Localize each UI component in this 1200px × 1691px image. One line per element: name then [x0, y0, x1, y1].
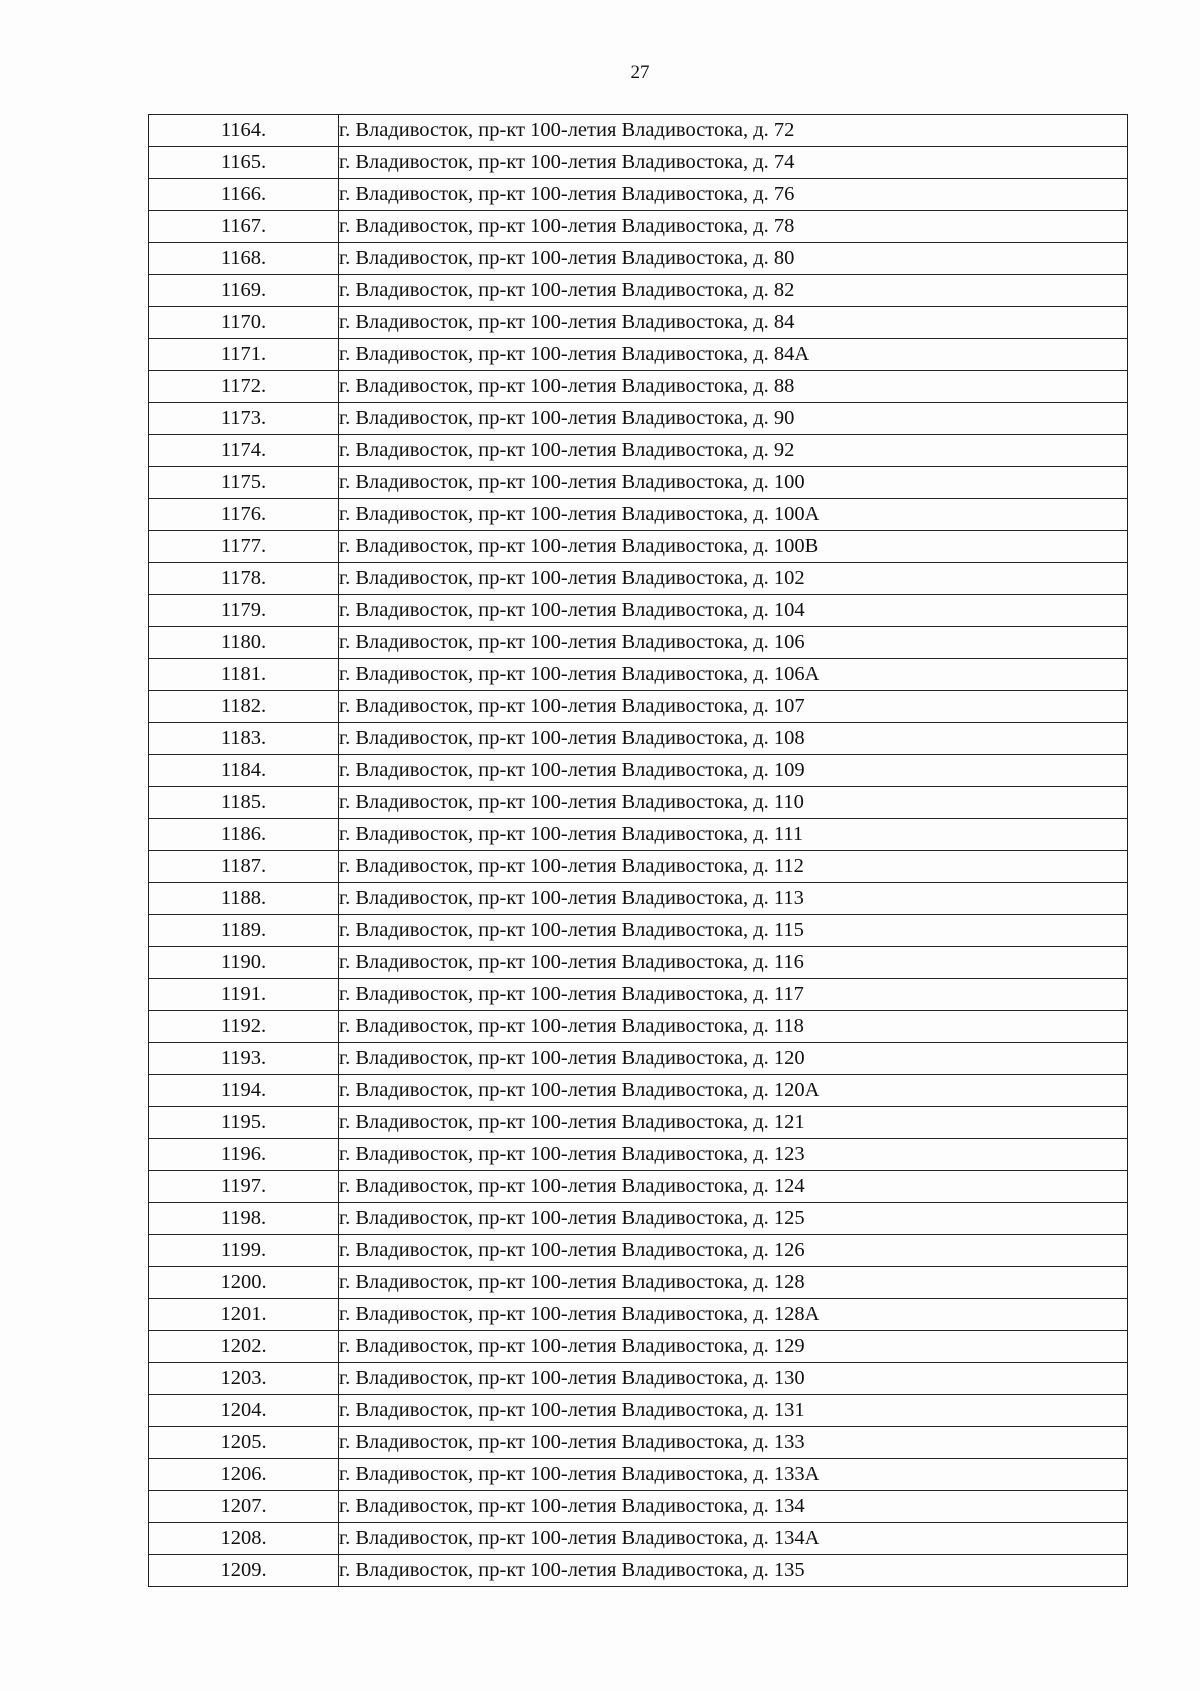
table-row — [149, 531, 1128, 563]
table-row — [149, 435, 1128, 467]
row-number: 1172. — [149, 371, 339, 403]
row-address: г. Владивосток, пр-кт 100-летия Владивостока, д. 120 — [339, 1043, 1128, 1075]
table-row — [149, 1299, 1128, 1331]
row-number: 1181. — [149, 659, 339, 691]
table-row — [149, 1395, 1128, 1427]
row-number: 1188. — [149, 883, 339, 915]
row-address: г. Владивосток, пр-кт 100-летия Владивостока, д. 106 — [339, 627, 1128, 659]
table-row — [149, 819, 1128, 851]
row-address: г. Владивосток, пр-кт 100-летия Владивостока, д. 76 — [339, 179, 1128, 211]
row-number: 1164. — [149, 115, 339, 147]
row-address: г. Владивосток, пр-кт 100-летия Владивостока, д. 118 — [339, 1011, 1128, 1043]
row-address: г. Владивосток, пр-кт 100-летия Владивостока, д. 110 — [339, 787, 1128, 819]
address-table — [148, 114, 1128, 1587]
table-row — [149, 1043, 1128, 1075]
row-address: г. Владивосток, пр-кт 100-летия Владивостока, д. 109 — [339, 755, 1128, 787]
table-row — [149, 371, 1128, 403]
row-number: 1171. — [149, 339, 339, 371]
row-number: 1192. — [149, 1011, 339, 1043]
row-number: 1191. — [149, 979, 339, 1011]
table-row — [149, 275, 1128, 307]
row-address: г. Владивосток, пр-кт 100-летия Владивостока, д. 121 — [339, 1107, 1128, 1139]
row-number: 1169. — [149, 275, 339, 307]
table-row — [149, 723, 1128, 755]
row-number: 1176. — [149, 499, 339, 531]
row-number: 1195. — [149, 1107, 339, 1139]
row-number: 1199. — [149, 1235, 339, 1267]
table-row — [149, 947, 1128, 979]
row-number: 1206. — [149, 1459, 339, 1491]
row-number: 1208. — [149, 1523, 339, 1555]
row-address: г. Владивосток, пр-кт 100-летия Владивостока, д. 133 — [339, 1427, 1128, 1459]
table-row — [149, 1075, 1128, 1107]
row-number: 1175. — [149, 467, 339, 499]
address-table-body — [149, 115, 1128, 1587]
table-row — [149, 467, 1128, 499]
row-number: 1202. — [149, 1331, 339, 1363]
row-address: г. Владивосток, пр-кт 100-летия Владивостока, д. 84 — [339, 307, 1128, 339]
row-address: г. Владивосток, пр-кт 100-летия Владивостока, д. 80 — [339, 243, 1128, 275]
row-number: 1178. — [149, 563, 339, 595]
row-number: 1209. — [149, 1555, 339, 1587]
row-address: г. Владивосток, пр-кт 100-летия Владивостока, д. 133А — [339, 1459, 1128, 1491]
table-row — [149, 211, 1128, 243]
table-row — [149, 403, 1128, 435]
table-row — [149, 1267, 1128, 1299]
row-number: 1187. — [149, 851, 339, 883]
table-row — [149, 339, 1128, 371]
row-address: г. Владивосток, пр-кт 100-летия Владивостока, д. 100А — [339, 499, 1128, 531]
row-number: 1194. — [149, 1075, 339, 1107]
row-address: г. Владивосток, пр-кт 100-летия Владивостока, д. 123 — [339, 1139, 1128, 1171]
table-row — [149, 563, 1128, 595]
row-number: 1204. — [149, 1395, 339, 1427]
row-address: г. Владивосток, пр-кт 100-летия Владивостока, д. 107 — [339, 691, 1128, 723]
row-number: 1207. — [149, 1491, 339, 1523]
row-address: г. Владивосток, пр-кт 100-летия Владивостока, д. 111 — [339, 819, 1128, 851]
table-row — [149, 627, 1128, 659]
table-row — [149, 883, 1128, 915]
row-number: 1189. — [149, 915, 339, 947]
row-address: г. Владивосток, пр-кт 100-летия Владивостока, д. 128А — [339, 1299, 1128, 1331]
row-address: г. Владивосток, пр-кт 100-летия Владивостока, д. 100В — [339, 531, 1128, 563]
row-number: 1166. — [149, 179, 339, 211]
row-number: 1196. — [149, 1139, 339, 1171]
row-number: 1193. — [149, 1043, 339, 1075]
row-number: 1186. — [149, 819, 339, 851]
row-address: г. Владивосток, пр-кт 100-летия Владивостока, д. 82 — [339, 275, 1128, 307]
row-address: г. Владивосток, пр-кт 100-летия Владивостока, д. 102 — [339, 563, 1128, 595]
table-row — [149, 307, 1128, 339]
row-address: г. Владивосток, пр-кт 100-летия Владивостока, д. 130 — [339, 1363, 1128, 1395]
table-row — [149, 915, 1128, 947]
table-row — [149, 1011, 1128, 1043]
row-address: г. Владивосток, пр-кт 100-летия Владивостока, д. 78 — [339, 211, 1128, 243]
row-address: г. Владивосток, пр-кт 100-летия Владивостока, д. 106А — [339, 659, 1128, 691]
row-address: г. Владивосток, пр-кт 100-летия Владивостока, д. 108 — [339, 723, 1128, 755]
row-address: г. Владивосток, пр-кт 100-летия Владивостока, д. 124 — [339, 1171, 1128, 1203]
row-address: г. Владивосток, пр-кт 100-летия Владивостока, д. 128 — [339, 1267, 1128, 1299]
table-row — [149, 659, 1128, 691]
table-row — [149, 243, 1128, 275]
row-number: 1170. — [149, 307, 339, 339]
row-address: г. Владивосток, пр-кт 100-летия Владивостока, д. 116 — [339, 947, 1128, 979]
table-row — [149, 499, 1128, 531]
table-row — [149, 755, 1128, 787]
row-number: 1167. — [149, 211, 339, 243]
table-row — [149, 1203, 1128, 1235]
row-address: г. Владивосток, пр-кт 100-летия Владивостока, д. 129 — [339, 1331, 1128, 1363]
row-number: 1168. — [149, 243, 339, 275]
row-address: г. Владивосток, пр-кт 100-летия Владивостока, д. 104 — [339, 595, 1128, 627]
row-address: г. Владивосток, пр-кт 100-летия Владивостока, д. 74 — [339, 147, 1128, 179]
row-address: г. Владивосток, пр-кт 100-летия Владивостока, д. 90 — [339, 403, 1128, 435]
row-number: 1200. — [149, 1267, 339, 1299]
row-address: г. Владивосток, пр-кт 100-летия Владивостока, д. 134 — [339, 1491, 1128, 1523]
table-row — [149, 179, 1128, 211]
table-row — [149, 1363, 1128, 1395]
row-address: г. Владивосток, пр-кт 100-летия Владивостока, д. 126 — [339, 1235, 1128, 1267]
row-number: 1174. — [149, 435, 339, 467]
table-row — [149, 1555, 1128, 1587]
row-address: г. Владивосток, пр-кт 100-летия Владивостока, д. 113 — [339, 883, 1128, 915]
row-number: 1177. — [149, 531, 339, 563]
row-number: 1201. — [149, 1299, 339, 1331]
row-number: 1205. — [149, 1427, 339, 1459]
row-address: г. Владивосток, пр-кт 100-летия Владивостока, д. 135 — [339, 1555, 1128, 1587]
table-row — [149, 851, 1128, 883]
row-number: 1185. — [149, 787, 339, 819]
table-row — [149, 1523, 1128, 1555]
row-address: г. Владивосток, пр-кт 100-летия Владивостока, д. 115 — [339, 915, 1128, 947]
row-number: 1183. — [149, 723, 339, 755]
table-row — [149, 115, 1128, 147]
table-row — [149, 691, 1128, 723]
row-address: г. Владивосток, пр-кт 100-летия Владивостока, д. 88 — [339, 371, 1128, 403]
table-row — [149, 1235, 1128, 1267]
table-row — [149, 595, 1128, 627]
row-address: г. Владивосток, пр-кт 100-летия Владивостока, д. 100 — [339, 467, 1128, 499]
row-address: г. Владивосток, пр-кт 100-летия Владивостока, д. 92 — [339, 435, 1128, 467]
row-number: 1180. — [149, 627, 339, 659]
row-address: г. Владивосток, пр-кт 100-летия Владивостока, д. 112 — [339, 851, 1128, 883]
row-number: 1179. — [149, 595, 339, 627]
page-number: 27 — [630, 62, 650, 83]
table-row — [149, 1459, 1128, 1491]
row-number: 1182. — [149, 691, 339, 723]
table-row — [149, 1139, 1128, 1171]
table-row — [149, 1491, 1128, 1523]
table-row — [149, 1331, 1128, 1363]
row-address: г. Владивосток, пр-кт 100-летия Владивостока, д. 84А — [339, 339, 1128, 371]
table-row — [149, 1427, 1128, 1459]
row-address: г. Владивосток, пр-кт 100-летия Владивостока, д. 117 — [339, 979, 1128, 1011]
row-number: 1197. — [149, 1171, 339, 1203]
row-address: г. Владивосток, пр-кт 100-летия Владивостока, д. 120А — [339, 1075, 1128, 1107]
row-address: г. Владивосток, пр-кт 100-летия Владивостока, д. 131 — [339, 1395, 1128, 1427]
table-row — [149, 787, 1128, 819]
table-row — [149, 1107, 1128, 1139]
table-row — [149, 1171, 1128, 1203]
row-number: 1165. — [149, 147, 339, 179]
row-number: 1184. — [149, 755, 339, 787]
row-address: г. Владивосток, пр-кт 100-летия Владивостока, д. 72 — [339, 115, 1128, 147]
row-number: 1190. — [149, 947, 339, 979]
row-address: г. Владивосток, пр-кт 100-летия Владивостока, д. 134А — [339, 1523, 1128, 1555]
table-row — [149, 979, 1128, 1011]
row-number: 1173. — [149, 403, 339, 435]
row-number: 1198. — [149, 1203, 339, 1235]
table-row — [149, 147, 1128, 179]
row-address: г. Владивосток, пр-кт 100-летия Владивостока, д. 125 — [339, 1203, 1128, 1235]
row-number: 1203. — [149, 1363, 339, 1395]
